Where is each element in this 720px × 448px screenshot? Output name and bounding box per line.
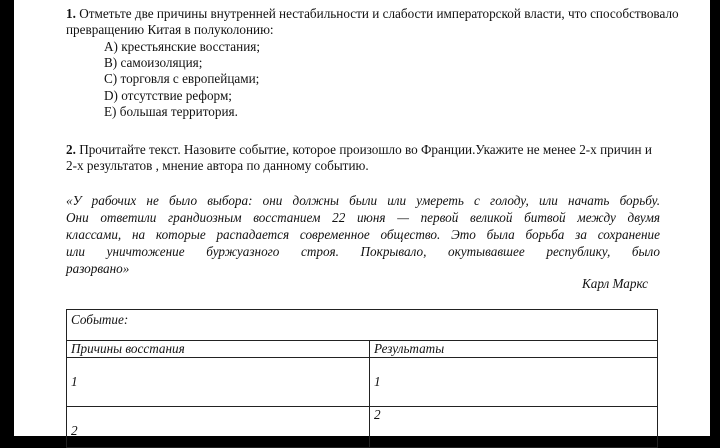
result-cell[interactable]: 2 (370, 407, 658, 448)
result-cell[interactable]: 1 (370, 358, 658, 407)
question-2-text: Прочитайте текст. Назовите событие, которое произошло во Франции.Укажите не менее 2-х причин и 2-х результатов , мнение автора по данному событию. (66, 142, 652, 173)
causes-header: Причины восстания (67, 341, 370, 358)
option-a: A) крестьянские восстания; (104, 39, 261, 54)
table-row (67, 407, 658, 448)
quote-line: классами, на которые распадается современное общество. Это была борьба за сохранение (66, 227, 660, 242)
table-row (67, 341, 658, 358)
question-1-text: Отметьте две причины внутренней нестабильности и слабости императорской власти, что способствовало превращению Китая в полуколонию: (66, 6, 679, 37)
answer-table (66, 309, 658, 448)
option-e: E) большая территория. (104, 103, 238, 119)
question-1 (66, 6, 686, 38)
question-1-options (104, 39, 260, 120)
quote-author: Карл Маркс (582, 276, 648, 291)
table-row (67, 310, 658, 341)
quote-block (66, 192, 660, 277)
option-c: C) торговля с европейцами; (104, 71, 260, 87)
question-2-number: 2. (66, 142, 76, 157)
quote-line: «У рабочих не было выбора: они должны были или умереть с голоду, или начать борьбу. (66, 193, 660, 208)
quote-line: Они ответили грандиозным восстанием 22 июня — первой великой битвой между двумя (66, 210, 660, 225)
cause-cell[interactable]: 1 (67, 358, 370, 407)
question-1-number: 1. (66, 6, 76, 21)
option-b: B) самоизоляция; (104, 55, 203, 71)
table-row (67, 358, 658, 407)
event-cell[interactable] (67, 310, 658, 341)
option-d: D) отсутствие реформ; (104, 87, 232, 103)
results-header: Результаты (370, 341, 658, 358)
question-2 (66, 142, 666, 174)
cause-cell[interactable]: 2 (67, 407, 370, 448)
quote-line: разорвано» (66, 261, 130, 276)
quote-line: или уничтожение буржуазного строя. Покрывало, окутывавшее республику, было (66, 244, 660, 259)
event-label: Событие: (71, 312, 129, 327)
document-page (14, 0, 710, 436)
